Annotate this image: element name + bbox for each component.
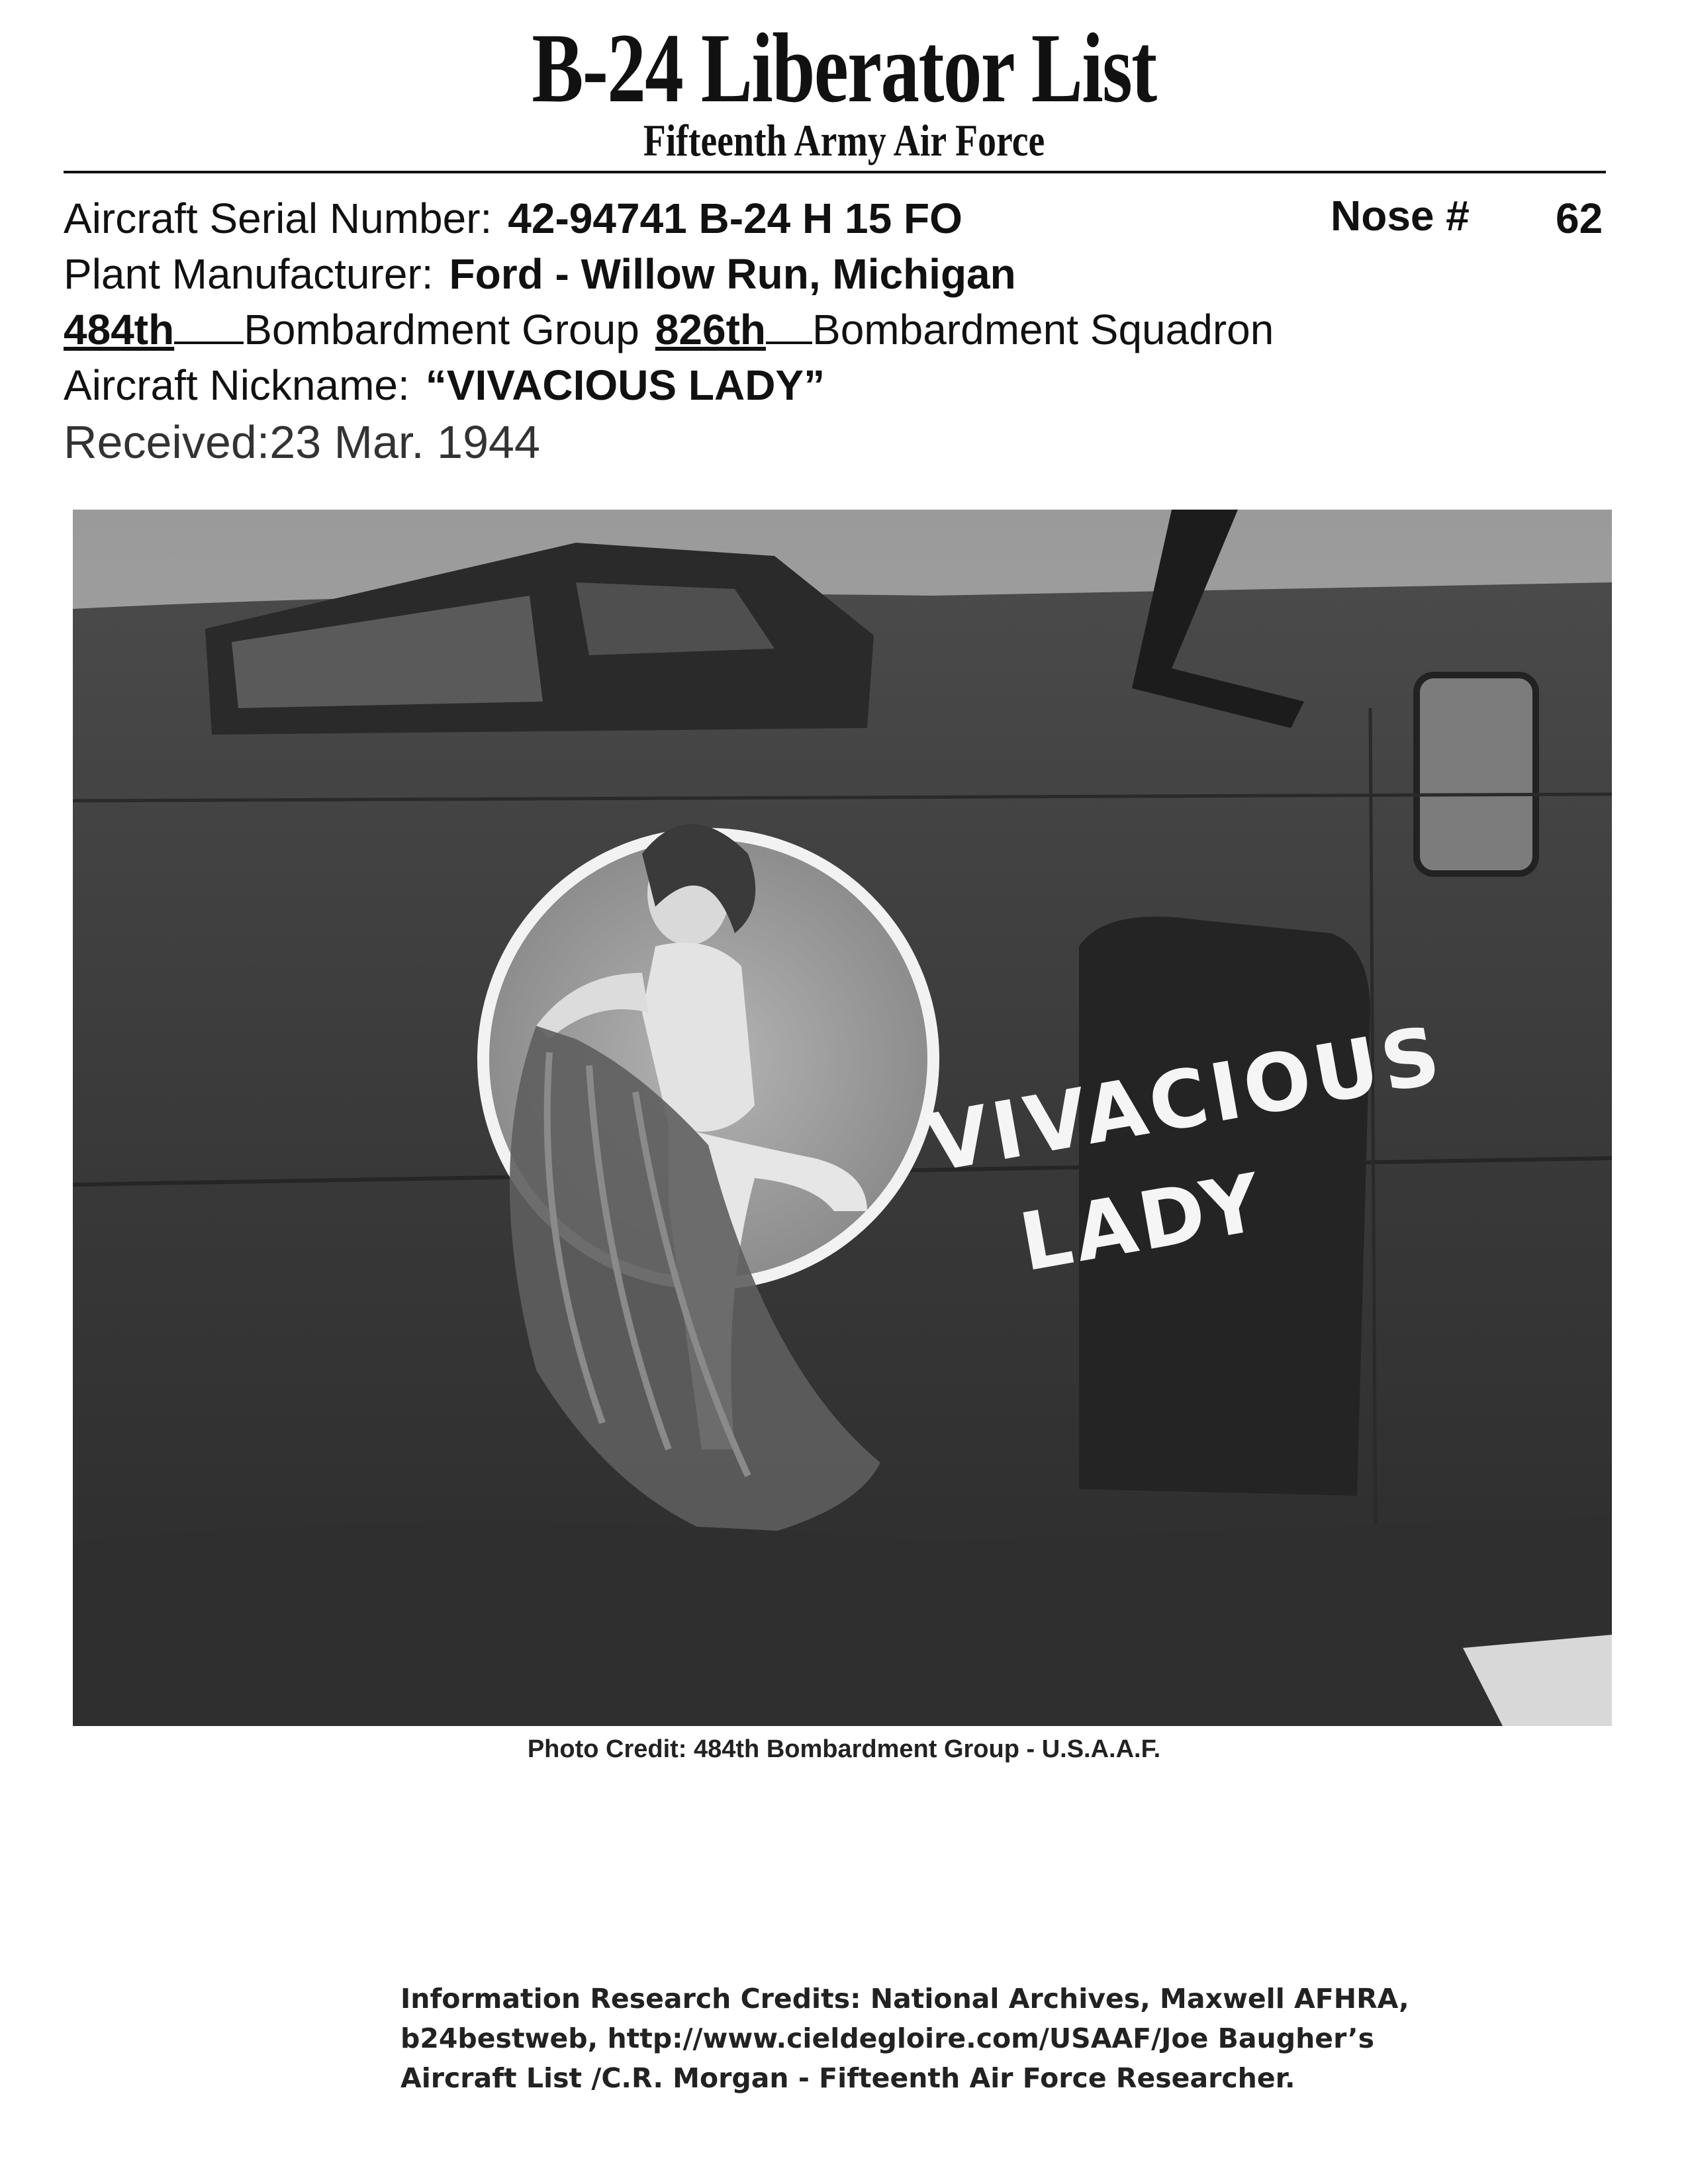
research-credits-line: Aircraft List /C.R. Morgan - Fifteenth Air Force Researcher. xyxy=(400,2062,1295,2094)
aircraft-photo xyxy=(73,510,1612,1726)
header-divider xyxy=(64,171,1606,173)
nickname-row xyxy=(64,360,825,410)
plant-label: Plant Manufacturer: xyxy=(64,250,434,298)
group-number: 484th xyxy=(64,306,175,353)
squadron-number: 826th xyxy=(655,306,766,353)
nickname-value: “VIVACIOUS LADY” xyxy=(425,361,825,409)
page-subtitle: Fifteenth Army Air Force xyxy=(643,115,1045,165)
received-label: Received: xyxy=(64,416,270,468)
nose-art-text-line2: LADY xyxy=(1013,1156,1272,1290)
nose-label: Nose # xyxy=(1331,192,1470,240)
plant-value: Ford - Willow Run, Michigan xyxy=(449,250,1016,298)
nose-art-text-line1: VIVACIOUS xyxy=(920,1009,1450,1191)
serial-value: 42-94741 B-24 H 15 FO xyxy=(508,195,962,242)
page-title: B-24 Liberator List xyxy=(532,13,1156,123)
research-credits xyxy=(400,1979,1409,2098)
nose-value: 62 xyxy=(1556,195,1603,242)
group-label: Bombardment Group xyxy=(244,306,639,353)
serial-row xyxy=(64,193,962,244)
research-credits-line: b24bestweb, http://www.cieldegloire.com/USAAF/Joe Baugher’s xyxy=(400,2023,1375,2054)
received-row xyxy=(64,416,540,469)
serial-label: Aircraft Serial Number: xyxy=(64,195,492,242)
nose-art-illustration xyxy=(73,510,1612,1726)
unit-row xyxy=(64,304,1274,355)
nickname-label: Aircraft Nickname: xyxy=(64,361,410,409)
photo-credit: Photo Credit: 484th Bombardment Group - U.S.A.A.F. xyxy=(527,1735,1161,1763)
plant-row xyxy=(64,249,1016,299)
squadron-label: Bombardment Squadron xyxy=(812,306,1274,353)
received-value: 23 Mar. 1944 xyxy=(269,416,540,468)
research-credits-line: Information Research Credits: National Archives, Maxwell AFHRA, xyxy=(400,1983,1409,2015)
